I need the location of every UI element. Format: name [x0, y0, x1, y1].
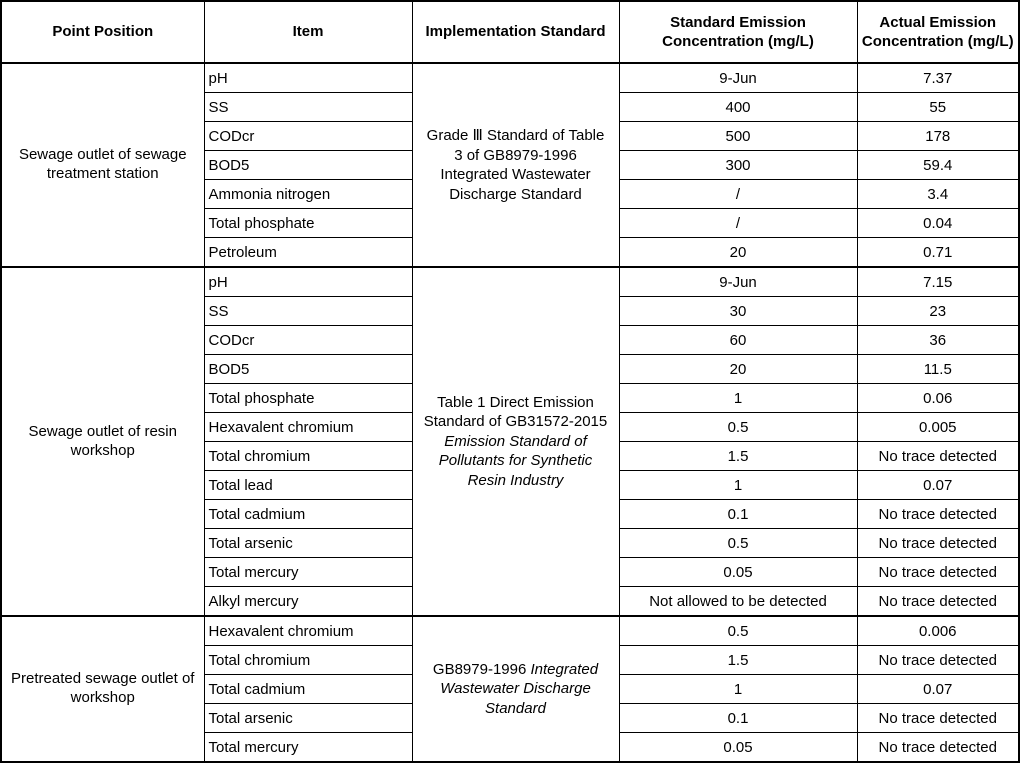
- standard-concentration-cell: /: [619, 209, 857, 238]
- standard-concentration-cell: 0.05: [619, 733, 857, 763]
- implementation-standard-cell: [412, 267, 619, 616]
- standard-concentration-cell: 1.5: [619, 646, 857, 675]
- item-cell: Hexavalent chromium: [204, 616, 412, 646]
- implementation-standard-cell: [412, 616, 619, 762]
- standard-concentration-cell: Not allowed to be detected: [619, 587, 857, 617]
- item-cell: CODcr: [204, 122, 412, 151]
- actual-concentration-cell: 0.07: [857, 675, 1019, 704]
- item-cell: SS: [204, 93, 412, 122]
- header-actual-emission: Actual Emission Concentration (mg/L): [857, 1, 1019, 63]
- standard-concentration-cell: 0.5: [619, 413, 857, 442]
- actual-concentration-cell: 0.71: [857, 238, 1019, 268]
- actual-concentration-cell: 7.37: [857, 63, 1019, 93]
- item-cell: BOD5: [204, 151, 412, 180]
- actual-concentration-cell: 11.5: [857, 355, 1019, 384]
- standard-concentration-cell: 500: [619, 122, 857, 151]
- item-cell: Total chromium: [204, 442, 412, 471]
- actual-concentration-cell: 0.04: [857, 209, 1019, 238]
- actual-concentration-cell: 178: [857, 122, 1019, 151]
- actual-concentration-cell: 7.15: [857, 267, 1019, 297]
- item-cell: Petroleum: [204, 238, 412, 268]
- table-row: [1, 267, 1019, 297]
- standard-concentration-cell: 30: [619, 297, 857, 326]
- item-cell: CODcr: [204, 326, 412, 355]
- actual-concentration-cell: 0.005: [857, 413, 1019, 442]
- item-cell: BOD5: [204, 355, 412, 384]
- item-cell: Total cadmium: [204, 500, 412, 529]
- actual-concentration-cell: No trace detected: [857, 646, 1019, 675]
- item-cell: Ammonia nitrogen: [204, 180, 412, 209]
- actual-concentration-cell: No trace detected: [857, 558, 1019, 587]
- item-cell: Total phosphate: [204, 384, 412, 413]
- standard-concentration-cell: 1: [619, 384, 857, 413]
- header-standard-emission: Standard Emission Concentration (mg/L): [619, 1, 857, 63]
- standard-concentration-cell: 1: [619, 471, 857, 500]
- standard-text: Grade Ⅲ Standard of Table 3 of GB8979-1996 Integrated Wastewater Discharge Standard: [426, 127, 605, 203]
- item-cell: Total arsenic: [204, 704, 412, 733]
- standard-concentration-cell: 1.5: [619, 442, 857, 471]
- standard-concentration-cell: 0.5: [619, 616, 857, 646]
- actual-concentration-cell: No trace detected: [857, 442, 1019, 471]
- item-cell: Total mercury: [204, 558, 412, 587]
- item-cell: Total phosphate: [204, 209, 412, 238]
- item-cell: Total cadmium: [204, 675, 412, 704]
- standard-concentration-cell: 60: [619, 326, 857, 355]
- standard-concentration-cell: 400: [619, 93, 857, 122]
- header-row: [1, 1, 1019, 63]
- point-position-cell: Pretreated sewage outlet of workshop: [1, 616, 204, 762]
- table-row: [1, 616, 1019, 646]
- actual-concentration-cell: No trace detected: [857, 587, 1019, 617]
- item-cell: Total arsenic: [204, 529, 412, 558]
- actual-concentration-cell: 36: [857, 326, 1019, 355]
- actual-concentration-cell: 0.07: [857, 471, 1019, 500]
- standard-concentration-cell: 9-Jun: [619, 63, 857, 93]
- actual-concentration-cell: No trace detected: [857, 733, 1019, 763]
- table-row: [1, 63, 1019, 93]
- standard-concentration-cell: 0.1: [619, 500, 857, 529]
- standard-concentration-cell: 0.1: [619, 704, 857, 733]
- actual-concentration-cell: 23: [857, 297, 1019, 326]
- header-implementation-standard: Implementation Standard: [412, 1, 619, 63]
- item-cell: Total mercury: [204, 733, 412, 763]
- header-item: Item: [204, 1, 412, 63]
- standard-concentration-cell: 1: [619, 675, 857, 704]
- item-cell: pH: [204, 267, 412, 297]
- actual-concentration-cell: No trace detected: [857, 529, 1019, 558]
- item-cell: Alkyl mercury: [204, 587, 412, 617]
- item-cell: SS: [204, 297, 412, 326]
- actual-concentration-cell: No trace detected: [857, 704, 1019, 733]
- standard-concentration-cell: 300: [619, 151, 857, 180]
- standard-concentration-cell: 9-Jun: [619, 267, 857, 297]
- item-cell: Total lead: [204, 471, 412, 500]
- standard-concentration-cell: 20: [619, 355, 857, 384]
- standard-text: GB8979-1996: [432, 660, 531, 678]
- point-position-cell: Sewage outlet of sewage treatment station: [1, 63, 204, 267]
- standard-name-italic: Integrated Wastewater Discharge Standard: [440, 660, 599, 717]
- header-point-position: Point Position: [1, 1, 204, 63]
- standard-concentration-cell: 0.05: [619, 558, 857, 587]
- actual-concentration-cell: 0.06: [857, 384, 1019, 413]
- standard-concentration-cell: 0.5: [619, 529, 857, 558]
- item-cell: Hexavalent chromium: [204, 413, 412, 442]
- actual-concentration-cell: 0.006: [857, 616, 1019, 646]
- implementation-standard-cell: [412, 63, 619, 267]
- standard-concentration-cell: /: [619, 180, 857, 209]
- actual-concentration-cell: No trace detected: [857, 500, 1019, 529]
- item-cell: pH: [204, 63, 412, 93]
- actual-concentration-cell: 59.4: [857, 151, 1019, 180]
- point-position-cell: Sewage outlet of resin workshop: [1, 267, 204, 616]
- standard-text: Table 1 Direct Emission Standard of GB31572-2015: [423, 393, 608, 431]
- standard-concentration-cell: 20: [619, 238, 857, 268]
- standard-name-italic: Emission Standard of Pollutants for Synthetic Resin Industry: [438, 432, 593, 489]
- actual-concentration-cell: 55: [857, 93, 1019, 122]
- item-cell: Total chromium: [204, 646, 412, 675]
- actual-concentration-cell: 3.4: [857, 180, 1019, 209]
